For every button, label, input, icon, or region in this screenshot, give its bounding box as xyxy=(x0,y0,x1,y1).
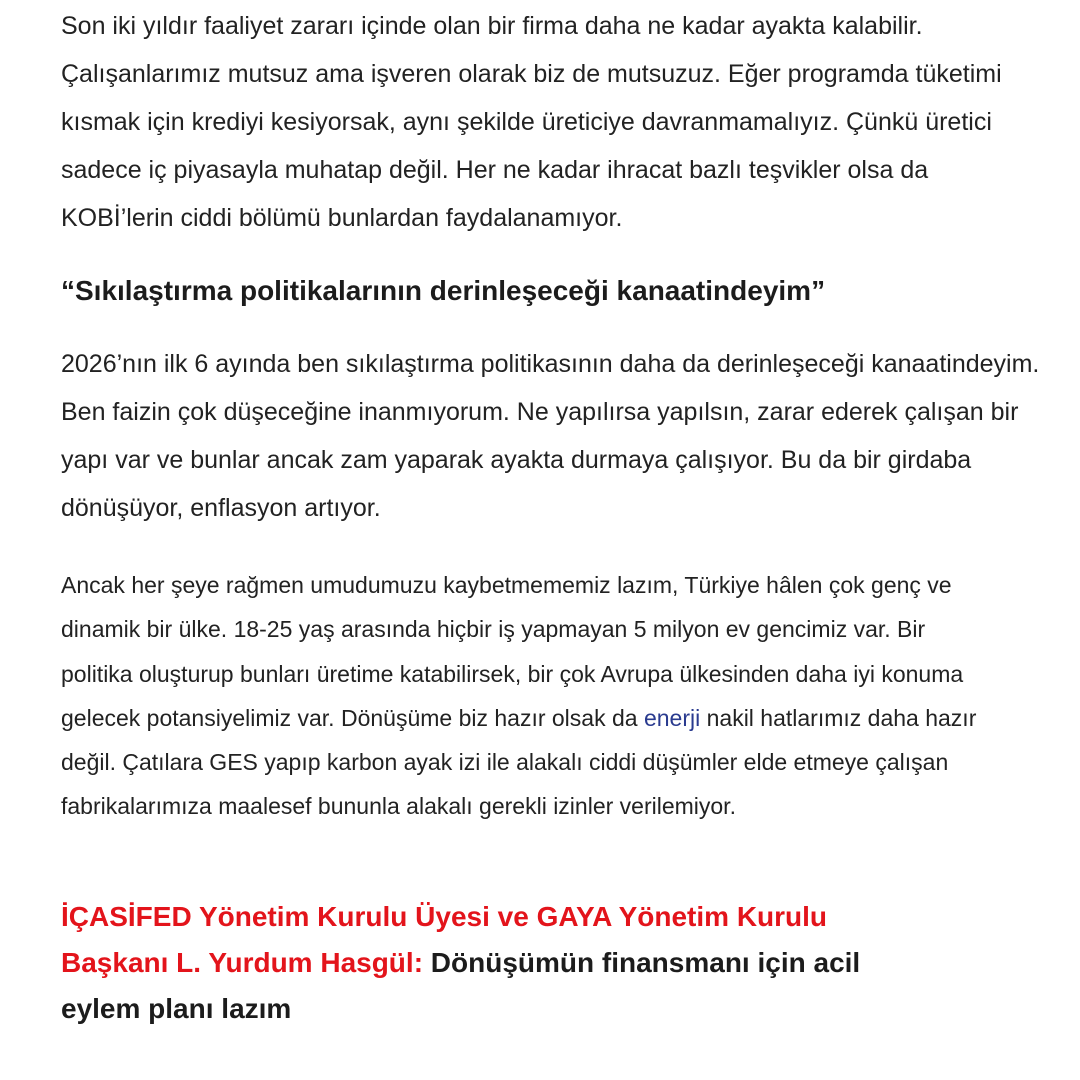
paragraph-1: Son iki yıldır faaliyet zararı içinde olan bir firma daha ne kadar ayakta kalabilir. Çalışanlarımız mutsuz ama işveren olarak biz de mutsuzuz. Eğer programda tüketimi kısmak için krediyi kesiyorsak, aynı şekilde üreticiye davranmamalıyız. Çünkü üretici sadece iç piyasayla muhatap değil. Her ne kadar ihracat bazlı teşvikler olsa da KOBİ’lerin ciddi bölümü bunlardan faydalanamıyor. xyxy=(61,12,1002,232)
speaker-name: İÇASİFED Yönetim Kurulu Üyesi ve GAYA Yönetim Kurulu Başkanı L. Yurdum Hasgül: xyxy=(61,901,828,978)
heading-title: Dönüşümün finansmanı için acil eylem planı lazım xyxy=(61,947,861,1024)
paragraph-3-text-end: nakil hatlarımız daha hazır değil. Çatılara GES yapıp karbon ayak izi ile alakalı ciddi düşümler elde etmeye çalışan fabrikalarımıza maalesef bununla alakalı gerekli izinler verilemiyor. xyxy=(61,704,977,820)
paragraph-3 xyxy=(61,563,981,829)
energy-link[interactable]: enerji xyxy=(643,704,701,731)
section-subheading: “Sıkılaştırma politikalarının derinleşeceği kanaatindeyim” xyxy=(61,275,826,306)
next-section-heading xyxy=(61,894,911,1032)
paragraph-2: 2026’nın ilk 6 ayında ben sıkılaştırma politikasının daha da derinleşeceği kanaatindeyim. Ben faizin çok düşeceğine inanmıyorum. Ne yapılırsa yapılsın, zarar ederek çalışan bir yapı var ve bunlar ancak zam yaparak ayakta durmaya çalışıyor. Bu da bir girdaba dönüşüyor, enflasyon artıyor. xyxy=(61,350,1040,522)
paragraph-3-text-start: Ancak her şeye rağmen umudumuzu kaybetmememiz lazım, Türkiye hâlen çok genç ve dinamik bir ülke. 18-25 yaş arasında hiçbir iş yapmayan 5 milyon ev gencimiz var. Bir politika oluşturup bunları üretime katabilirsek, bir çok Avrupa ülkesinden daha iyi konuma gelecek potansiyelimiz var. Dönüşüme biz hazır olsak da xyxy=(61,572,964,731)
